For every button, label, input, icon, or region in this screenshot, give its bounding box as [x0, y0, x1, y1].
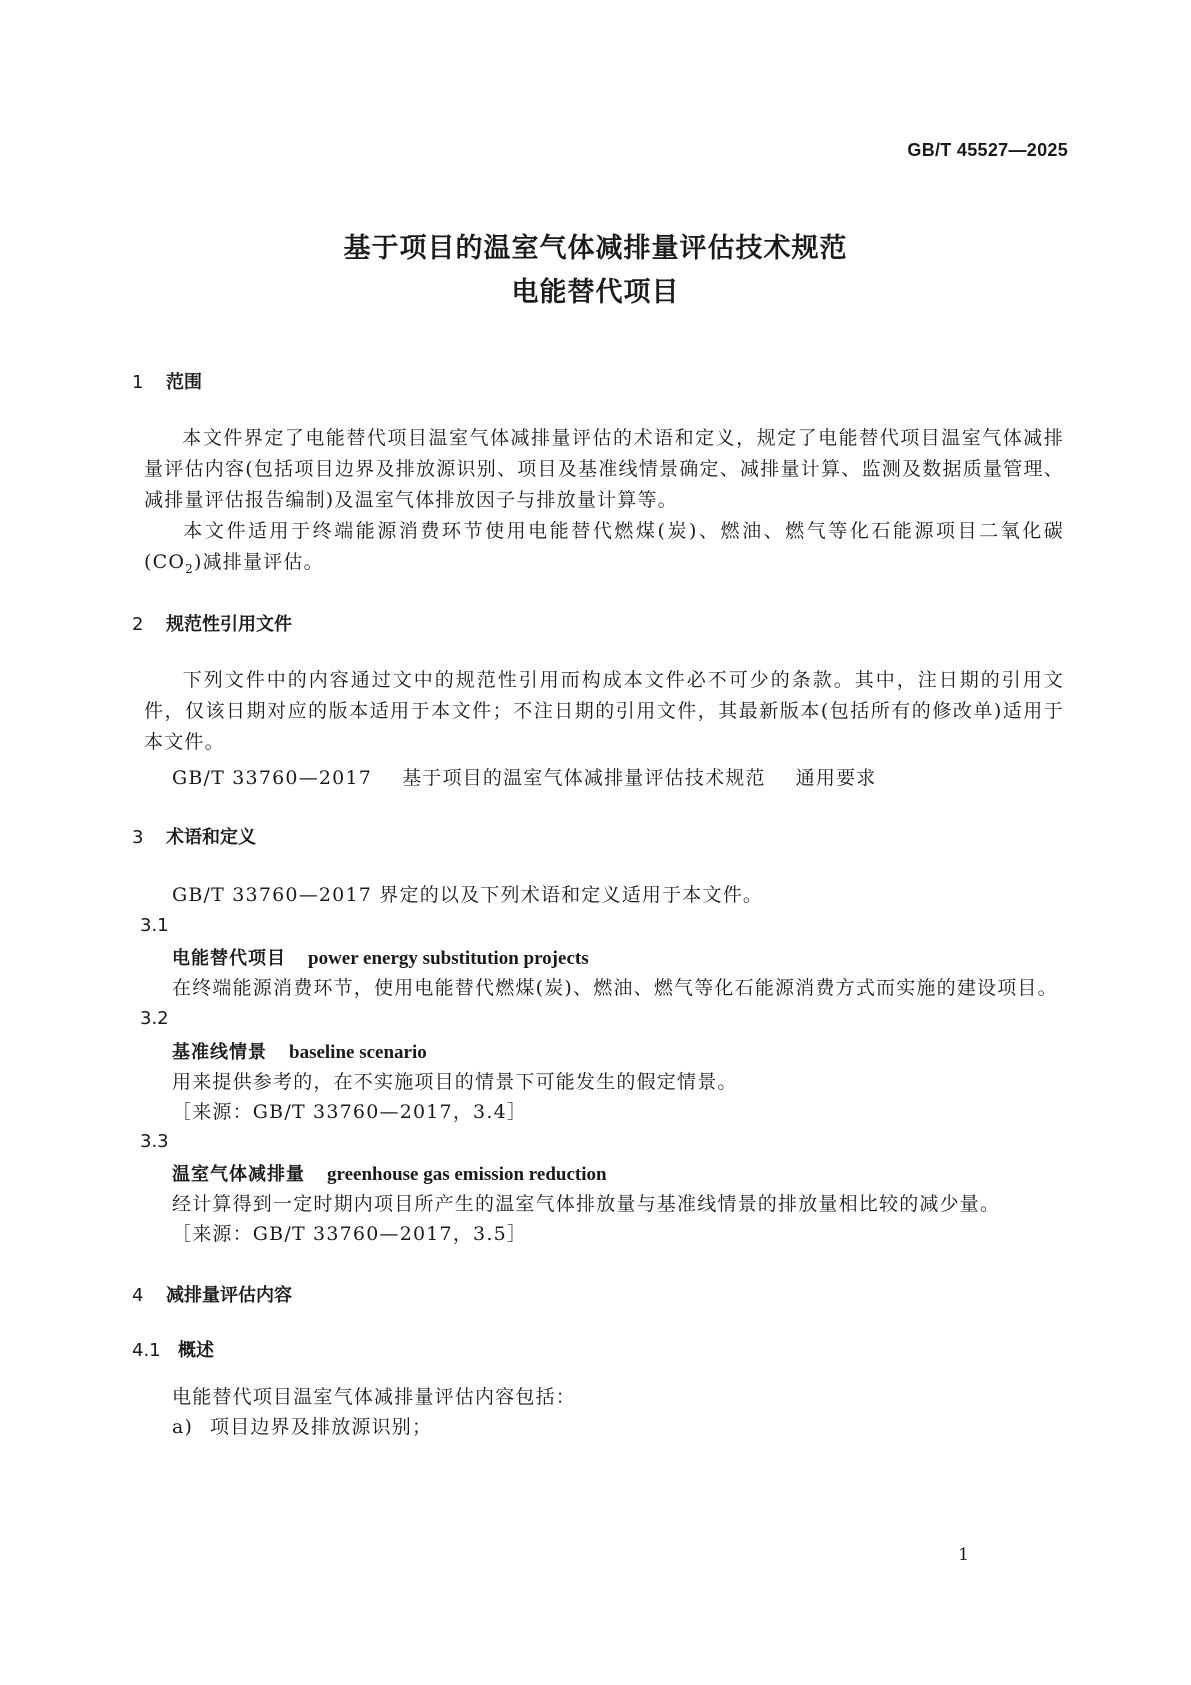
- document-title: 基于项目的温室气体减排量评估技术规范: [343, 233, 848, 264]
- section-number: 2: [132, 614, 144, 635]
- section-2-paragraph-1: [144, 665, 1064, 758]
- section-1-paragraph-1: [144, 423, 1064, 516]
- term-3-1-name: [172, 944, 589, 970]
- term-3-3-definition: 经计算得到一定时期内项目所产生的温室气体排放量与基准线情景的排放量相比较的减少量。: [172, 1193, 1001, 1215]
- section-title: 范围: [166, 372, 202, 393]
- section-3-heading: [132, 823, 256, 849]
- term-en: power energy substitution projects: [308, 948, 589, 969]
- paragraph-text: )减排量评估。: [193, 551, 324, 573]
- paragraph-text: 下列文件中的内容通过文中的规范性引用而构成本文件必不可少的条款。其中，注日期的引用文件，仅该日期对应的版本适用于本文件；不注日期的引用文件，其最新版本(包括所有的修改单)适用于本文件。: [144, 669, 1064, 753]
- subscript: 2: [185, 561, 194, 576]
- section-number: 1: [132, 372, 144, 393]
- term-3-3-name: [172, 1160, 607, 1186]
- section-number: 4.1: [132, 1340, 161, 1361]
- list-label: a): [172, 1416, 194, 1438]
- section-title: 规范性引用文件: [166, 614, 292, 635]
- term-3-2-source: ［来源：GB/T 33760—2017，3.4］: [172, 1101, 528, 1123]
- reference-subtitle: 通用要求: [795, 767, 877, 789]
- term-zh: 电能替代项目: [172, 948, 286, 969]
- section-1-heading: [132, 368, 202, 394]
- term-zh: 温室气体减排量: [172, 1164, 305, 1185]
- normative-reference: [172, 763, 876, 790]
- term-en: greenhouse gas emission reduction: [327, 1164, 607, 1185]
- term-3-2-definition: 用来提供参考的，在不实施项目的情景下可能发生的假定情景。: [172, 1071, 738, 1093]
- section-number: 3: [132, 827, 144, 848]
- document-subtitle: 电能替代项目: [511, 277, 680, 308]
- term-3-1-number: 3.1: [140, 915, 169, 936]
- paragraph-text: 本文件界定了电能替代项目温室气体减排量评估的术语和定义，规定了电能替代项目温室气体减排量评估内容(包括项目边界及排放源识别、项目及基准线情景确定、减排量计算、监测及数据质量管理、减排量评估报告编制)及温室气体排放因子与排放量计算等。: [144, 427, 1064, 511]
- list-item-a: [172, 1412, 432, 1439]
- section-number: 4: [132, 1285, 144, 1306]
- list-text: 项目边界及排放源识别；: [210, 1416, 433, 1438]
- term-3-3-number: 3.3: [140, 1131, 169, 1152]
- paragraph-text: 本文件适用于终端能源消费环节使用电能替代燃煤(炭)、燃油、燃气等化石能源项目二氧化碳(CO: [144, 520, 1064, 573]
- section-4-heading: [132, 1281, 292, 1307]
- term-zh: 基准线情景: [172, 1042, 267, 1063]
- standard-code: GB/T 45527—2025: [907, 140, 1068, 160]
- section-1-paragraph-2: [144, 516, 1064, 585]
- page-number: 1: [958, 1545, 969, 1565]
- reference-code: GB/T 33760—2017: [172, 767, 373, 789]
- term-3-1-definition: 在终端能源消费环节，使用电能替代燃煤(炭)、燃油、燃气等化石能源消费方式而实施的建设项目。: [172, 977, 1058, 999]
- section-2-heading: [132, 610, 292, 636]
- term-3-2-name: [172, 1038, 427, 1064]
- section-title: 术语和定义: [166, 827, 256, 848]
- reference-title: 基于项目的温室气体减排量评估技术规范: [402, 767, 766, 789]
- section-3-intro: GB/T 33760—2017 界定的以及下列术语和定义适用于本文件。: [172, 884, 764, 906]
- section-4-1-intro: 电能替代项目温室气体减排量评估内容包括：: [172, 1386, 577, 1408]
- section-title: 减排量评估内容: [166, 1285, 292, 1306]
- term-3-2-number: 3.2: [140, 1008, 169, 1029]
- term-3-3-source: ［来源：GB/T 33760—2017，3.5］: [172, 1223, 528, 1245]
- section-4-1-heading: [132, 1336, 214, 1362]
- section-title: 概述: [178, 1340, 214, 1361]
- term-en: baseline scenario: [289, 1042, 427, 1063]
